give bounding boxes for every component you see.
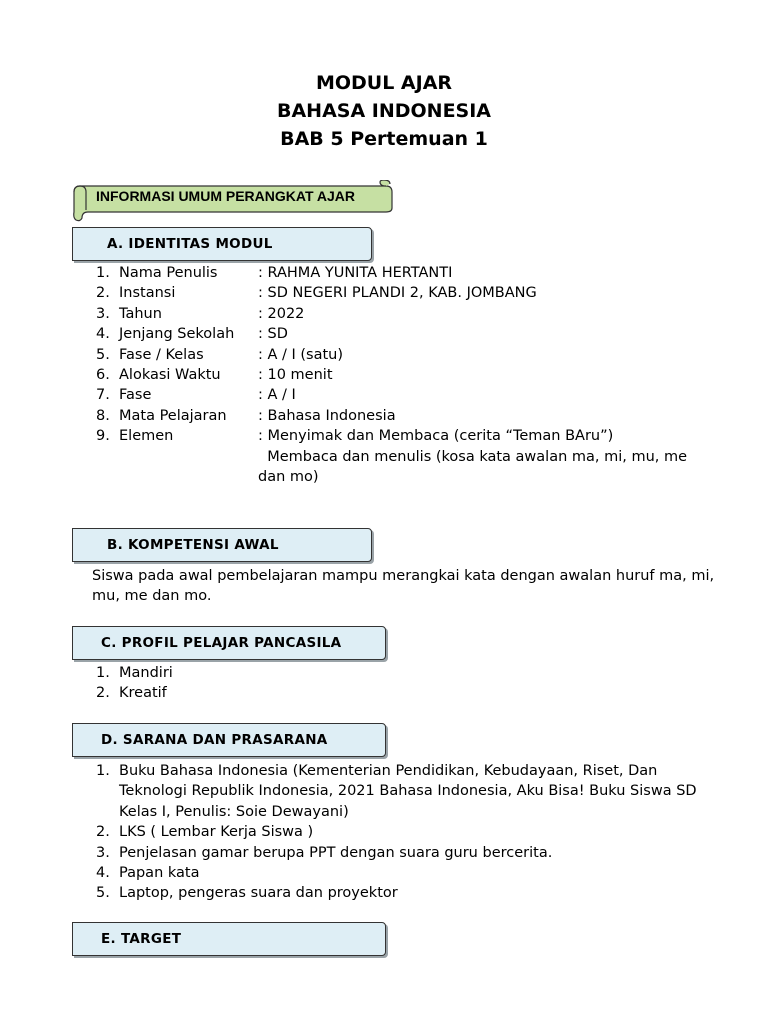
identitas-row: 7. Fase : A / I [96,387,296,404]
elemen-continuation: Membaca dan menulis (kosa kata awalan ma, mi, mu, me dan mo) [258,448,692,485]
list-item: 1. Buku Bahasa Indonesia (Kementerian Pendidikan, Kebudayaan, Riset, Dan Teknologi Republik Indonesia, 2021 Bahasa Indonesia, Aku Bisa! Buku Siswa SD Kelas I, Penulis: Soie Dewayani) [96,763,697,820]
kompetensi-text: Siswa pada awal pembelajaran mampu merangkai kata dengan awalan huruf ma, mi, mu, me dan mo. [92,568,715,605]
identitas-row: 3. Tahun : 2022 [96,305,305,322]
section-b-header [72,528,372,562]
info-umum-banner [72,180,394,222]
list-item: 2. Kreatif [96,685,167,702]
banner-label: INFORMASI UMUM PERANGKAT AJAR [96,188,355,204]
identitas-row: 1. Nama Penulis : RAHMA YUNITA HERTANTI [96,265,453,281]
section-a-header [72,227,372,261]
section-b-title: B. KOMPETENSI AWAL [107,537,279,553]
identitas-row: 2. Instansi : SD NEGERI PLANDI 2, KAB. JOMBANG [96,285,537,302]
section-c-header [72,626,386,660]
list-item: 4. Papan kata [96,865,200,882]
sarana-list [96,761,721,904]
identitas-list [96,263,736,487]
list-item: 3. Penjelasan gamar berupa PPT dengan suara guru bercerita. [96,844,553,861]
identitas-row: 6. Alokasi Waktu : 10 menit [96,366,333,383]
identitas-row: 5. Fase / Kelas : A / I (satu) [96,346,344,363]
list-item: 2. LKS ( Lembar Kerja Siswa ) [96,824,314,841]
profil-list [96,663,716,704]
list-item: 5. Laptop, pengeras suara dan proyektor [96,885,398,902]
identitas-row: 9. Elemen : Menyimak dan Membaca (cerita “Teman BAru”) [96,428,614,445]
doc-title-line3: BAB 5 Pertemuan 1 [280,128,488,150]
identitas-row: 8. Mata Pelajaran : Bahasa Indonesia [96,407,396,424]
identitas-row: 4. Jenjang Sekolah : SD [96,326,288,343]
section-e-header [72,922,386,956]
doc-title-line1: MODUL AJAR [315,72,453,94]
section-e-title: E. TARGET [101,931,182,947]
section-d-title: D. SARANA DAN PRASARANA [101,732,328,748]
list-item: 1. Mandiri [96,665,173,681]
doc-title-line2: BAHASA INDONESIA [276,100,492,122]
section-c-title: C. PROFIL PELAJAR PANCASILA [101,635,342,651]
section-d-header [72,723,386,757]
section-a-title: A. IDENTITAS MODUL [107,236,273,252]
